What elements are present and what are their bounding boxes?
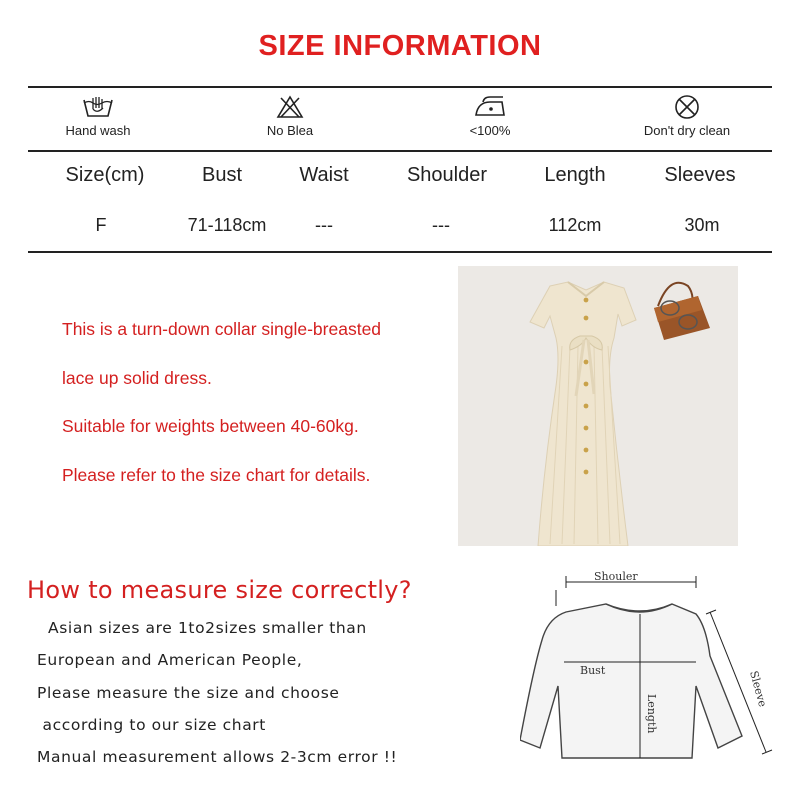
measure-line: Please measure the size and choose xyxy=(37,683,340,702)
care-label: Hand wash xyxy=(65,123,131,138)
description-line: This is a turn-down collar single-breasted xyxy=(62,319,382,339)
measure-line: Manual measurement allows 2-3cm error !! xyxy=(37,748,398,767)
measurement-diagram xyxy=(520,566,782,766)
cell-sleeves: 30m xyxy=(684,215,720,235)
length-label: Length xyxy=(645,694,658,734)
hand-wash-icon xyxy=(81,94,115,120)
no-bleach-icon xyxy=(275,94,305,120)
cell-length: 112cm xyxy=(548,215,602,235)
header-size: Size(cm) xyxy=(65,164,145,186)
measure-line: European and American People, xyxy=(37,651,303,670)
measure-instructions xyxy=(37,618,397,779)
measure-line: according to our size chart xyxy=(37,715,266,734)
cell-size: F xyxy=(95,215,107,235)
care-divider xyxy=(28,150,772,152)
header-shoulder: Shoulder xyxy=(406,164,488,186)
measure-heading: How to measure size correctly? xyxy=(27,576,412,604)
care-item-iron xyxy=(450,94,530,138)
no-dry-clean-icon xyxy=(672,94,702,120)
description-line: Please refer to the size chart for details. xyxy=(62,464,371,485)
header-length: Length xyxy=(544,164,606,186)
cell-waist: --- xyxy=(315,215,333,235)
iron-icon xyxy=(472,94,508,120)
description-line: Suitable for weights between 40-60kg. xyxy=(62,416,359,436)
product-photo xyxy=(458,266,738,546)
product-description xyxy=(62,318,442,512)
sleeve-label: Sleeve xyxy=(747,669,770,709)
measure-line: Asian sizes are 1to2sizes smaller than xyxy=(37,619,367,637)
care-item-no-bleach xyxy=(250,94,330,138)
care-instructions xyxy=(28,94,772,146)
header-waist: Waist xyxy=(299,164,349,186)
sweater-outline xyxy=(520,604,742,758)
bust-label: Bust xyxy=(580,664,606,677)
dress-image xyxy=(458,266,738,546)
cell-bust: 71-118cm xyxy=(187,215,267,235)
care-item-hand-wash xyxy=(58,94,138,138)
description-line: lace up solid dress. xyxy=(62,367,212,388)
shoulder-label: Shouler xyxy=(594,570,638,583)
care-label: <100% xyxy=(469,123,511,138)
top-divider xyxy=(28,86,772,88)
care-item-no-dry-clean xyxy=(630,94,744,138)
care-label: Don't dry clean xyxy=(643,123,731,138)
header-sleeves: Sleeves xyxy=(664,164,736,186)
header-bust: Bust xyxy=(201,164,243,186)
page-title: SIZE INFORMATION xyxy=(258,30,542,62)
cell-shoulder: --- xyxy=(432,215,450,235)
care-label: No Blea xyxy=(266,123,314,138)
table-divider xyxy=(28,251,772,253)
